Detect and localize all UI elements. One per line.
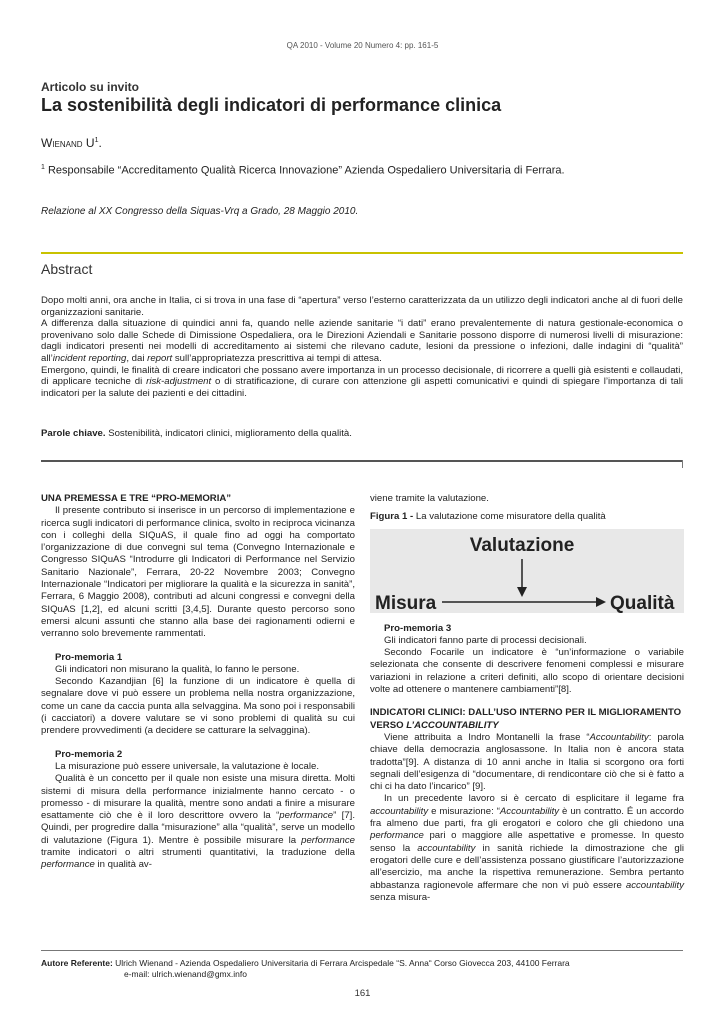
congress-note: Relazione al XX Congresso della Siquas-Vrq a Grado, 28 Maggio 2010. (41, 206, 359, 217)
affiliation-text: Responsabile “Accreditamento Qualità Ricerca Innovazione” Azienda Ospedaliero Universitaria di Ferrara. (44, 164, 565, 177)
figure-node-top: Valutazione (469, 534, 575, 556)
body-paragraph (370, 793, 684, 904)
footer-label: Autore Referente: (41, 958, 113, 968)
text-italic: accountability (417, 842, 476, 854)
text-run: e misurazione: “ (428, 805, 500, 817)
text-run: in sanità richiede la dimostrazione che gli erogatori delle cure e dell’assistenza possano giustificare l’autorizzazione all’esercizio, ma anche la rispettiva remunerazione. Sembra pertanto abbastanza ragionevole affermare che non vi può essere (370, 842, 684, 891)
keywords-text: Sostenibilità, indicatori clinici, miglioramento della qualità. (105, 428, 352, 439)
text-run: pari o maggiore alle aspettative e promesse. In questo senso la (370, 830, 684, 854)
text-run: Viene attribuita a Indro Montanelli la frase “ (384, 731, 590, 743)
author-end: . (98, 136, 102, 150)
figure-diagram (370, 529, 684, 613)
body-paragraph: Secondo Focarile un indicatore è “un’informazione o variabile selezionata che consente di descrivere fenomeni complessi e misurare variazioni in relazione a criteri definiti, allo scopo di orientare decisioni volte ad ottenere o mantenere cambiamenti”[8]. (370, 647, 684, 696)
footer-line (41, 958, 683, 969)
figure-node-left: Misura (375, 592, 437, 613)
affiliation-mark: 1 (41, 164, 45, 171)
text-italic: Accountability (499, 805, 560, 817)
text-run: sull’appropriatezza prescrittiva ai tempi di attesa. (172, 352, 382, 364)
keywords (41, 428, 683, 440)
text-run: In un precedente lavoro si è cercato di esplicitare il legame fra (384, 793, 684, 805)
arrow-right-head (596, 597, 606, 607)
figure-caption-text: La valutazione come misuratore della qualità (413, 511, 606, 523)
text-italic: incident reporting (52, 352, 127, 364)
text-run: : parola chiave della democrazia anglosassone. In Italia non è ancora stata tradotta”[9]. A distanza di 10 anni anche in Italia si scorgono ora forti segnali dell’esigenza di “documentare, di rendicontare ciò che si è fatto a chi ci ha dato l’incarico” [9]. (370, 731, 684, 793)
figure-caption (370, 511, 684, 523)
divider-accent (41, 252, 683, 254)
author-line (41, 136, 102, 150)
footer-text: Ulrich Wienand - Azienda Ospedaliero Universitaria di Ferrara Arcispedale “S. Anna“ Corso Giovecca 203, 44100 Ferrara (112, 958, 570, 968)
text-run: è un contratto. É un accordo fra almeno due parti, fra gli erogatori e coloro che gli chiedono una (370, 805, 684, 830)
divider-tick (682, 460, 683, 468)
abstract-heading: Abstract (41, 261, 93, 277)
text-run: senza misura- (370, 891, 431, 903)
text-italic: performance (41, 859, 95, 871)
text-run: ” [7]. Quindi, per progredire dalla “misurazione” alla “qualità”, serve un modello di valutazione (Figura 1). Mentre è possibile misurare la (41, 810, 355, 846)
text-run: o di stratificazione, di curare con attenzione gli aspetti comunicativi e quindi di spiegare l’importanza di tali indicatori per la salute dei pazienti e dei cittadini. (41, 376, 683, 399)
text-run: INDICATORI CLINICI: DALL’USO INTERNO PER IL MIGLIORAMENTO VERSO (370, 707, 682, 731)
subheading: Pro-memoria 2 (55, 748, 123, 760)
subheading: Pro-memoria 1 (55, 651, 123, 663)
body-paragraph (370, 732, 684, 793)
figure-node-right: Qualità (610, 592, 675, 613)
section-heading: UNA PREMESSA E TRE “PRO-MEMORIA” (41, 493, 232, 504)
author-surname: Wienand (41, 136, 83, 150)
affiliation (41, 164, 565, 177)
text-run: Qualità è un concetto per il quale non esiste una misura diretta. Molti sistemi di misura della performance inizialmente hanno cercato - o promesso - di misurare la qualità, mentre sono andati a finire a misurare esattamente ciò che è il loro descrittore ovvero la “ (41, 773, 355, 822)
body-paragraph: La misurazione può essere universale, la valutazione è locale. (55, 760, 319, 772)
text-run: tramite indicatori o altri strumenti quantitativi, la traduzione della (41, 847, 355, 859)
article-kind: Articolo su invito (41, 80, 140, 94)
journal-reference: QA 2010 - Volume 20 Numero 4: pp. 161-5 (286, 41, 439, 50)
body-paragraph: Secondo Kazandjian [6] la funzione di un indicatore è quella di segnalare dove vi può essere un problema nella nostra organizzazione, come un cane da caccia punta alla selvaggina. Ma sono poi i responsabili (i cacciatori) a dovere valutare se vi sono problemi di qualità su cui prendere provvedimenti (a decidere se catturare la selvaggina). (41, 676, 355, 737)
spacer (41, 738, 355, 749)
body-paragraph: Il presente contributo si inserisce in un percorso di implementazione e ricerca sugli indicatori di performance clinica, svolto in reciproca vicinanza con i colleghi della SIQuAS, il quale fino ad oggi ha comportato l’organizzazione di due convegni sul tema (Convegno Internazionale e Congresso SIQuAS “Introdurre gli Indicatori di Performance nel Servizio Sanitario Nazionale”, Ferrara, 20-22 Novembre 2003; Convegno Internazionale “Indicatori per migliorare la qualità e la sicurezza in sanità”, Ferrara, 6 Maggio 2008), contributi ad alcuni congressi e convegni della SIQuAS [1,2], ed alcuni scritti [3,4,5]. Durante questo percorso sono emersi alcuni assunti che stanno alla base dei ragionamenti odierni e verranno solo brevemente rammentati. (41, 505, 355, 640)
footer-email: e-mail: ulrich.wienand@gmx.info (124, 969, 247, 979)
figure-caption-label: Figura 1 - (370, 511, 414, 523)
figure-svg (370, 529, 684, 613)
section-heading (370, 707, 684, 732)
abstract-paragraph (41, 365, 683, 400)
text-run: Emergono, quindi, le finalità di creare indicatori che possano avere importanza in un processo decisionale, di ricorrere a quelli già esistenti e collaudati, di applicare tecniche di (41, 364, 683, 388)
body-paragraph: Gli indicatori non misurano la qualità, lo fanno le persone. (55, 663, 300, 675)
left-column (41, 493, 355, 872)
author-initial: U (82, 136, 95, 150)
text-italic: performance (301, 834, 355, 846)
abstract-paragraph (41, 318, 683, 364)
author-affiliation-mark: 1 (94, 137, 99, 144)
arrow-down-head (517, 587, 527, 597)
text-italic: performance (279, 810, 334, 822)
divider-section (41, 460, 683, 462)
text-run: A differenza dalla situazione di quindici anni fa, quando nelle aziende sanitarie “i dati” erano prevalentemente di natura gestionale-economica o provenivano solo dalle Schede di Dimissione Ospedaliera, ora le Direzioni Aziendali e Sanitarie possono disporre di numerosi livelli di misurazione: dagli indicatori presenti nei modelli di accreditamento ai sistemi che rilevano cadute, lesioni da pressione o infezioni, dalle indagini di “qualità” all’ (41, 318, 683, 364)
text-italic: risk-adjustment (146, 376, 212, 388)
article-title: La sostenibilità degli indicatori di performance clinica (41, 95, 502, 115)
subheading: Pro-memoria 3 (384, 622, 452, 634)
keywords-label: Parole chiave. (41, 428, 106, 439)
spacer (41, 641, 355, 652)
text-run: , dai (126, 352, 148, 364)
text-italic: accountability (370, 805, 429, 817)
page-number: 161 (354, 988, 371, 999)
abstract-paragraph: Dopo molti anni, ora anche in Italia, ci si trova in una fase di “apertura” verso l’esterno caratterizzata da un utilizzo degli indicatori anche al di fuori delle organizzazioni sanitarie. (41, 295, 683, 318)
footer-divider (41, 950, 683, 951)
text-run: in qualità av- (94, 859, 152, 871)
text-italic: accountability (625, 879, 684, 891)
text-italic: report (147, 352, 173, 364)
body-paragraph: viene tramite la valutazione. (370, 493, 489, 504)
right-column (370, 493, 684, 904)
body-paragraph: Gli indicatori fanno parte di processi decisionali. (384, 634, 587, 646)
text-italic: Accountability (589, 731, 649, 743)
corresponding-author (41, 958, 683, 980)
body-paragraph (41, 773, 355, 871)
spacer (370, 696, 684, 707)
abstract-body (41, 295, 683, 399)
text-italic: performance (370, 830, 424, 842)
text-italic: L’ACCOUNTABILITY (406, 719, 499, 731)
